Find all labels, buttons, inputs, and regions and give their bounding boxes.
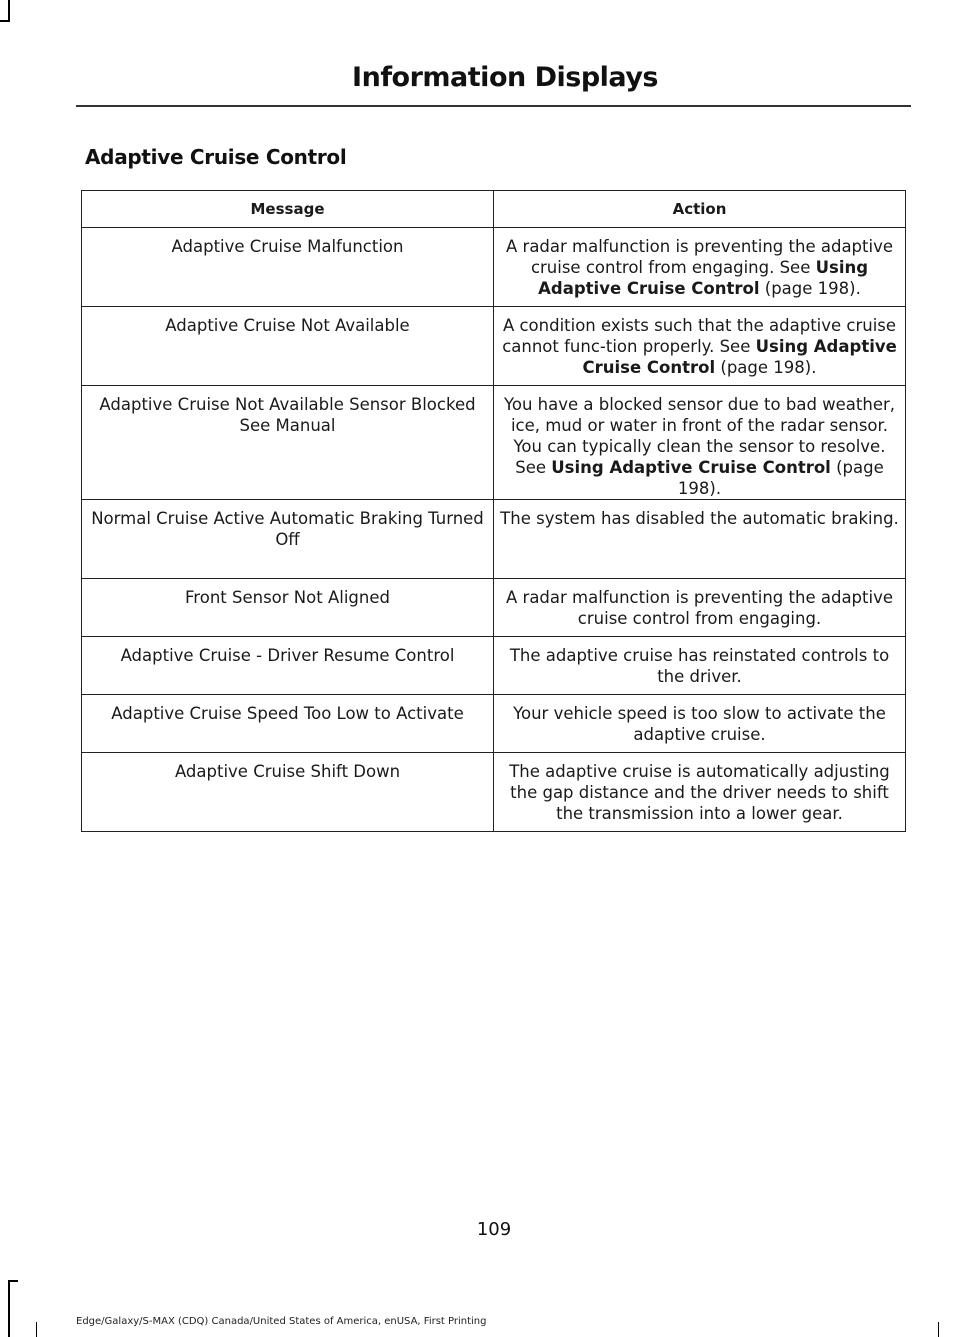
section-title: Adaptive Cruise Control <box>85 145 347 169</box>
message-cell: Adaptive Cruise Not Available Sensor Blocked See Manual <box>82 386 494 500</box>
table-row <box>82 307 906 386</box>
header-divider <box>76 105 911 107</box>
page-header-title: Information Displays <box>352 62 658 93</box>
table-row <box>82 500 906 579</box>
table-row <box>82 637 906 695</box>
action-cell <box>494 307 906 386</box>
page-reference: (page 198). <box>720 358 817 377</box>
table-row <box>82 228 906 307</box>
action-cell: The adaptive cruise has reinstated controls to the driver. <box>494 637 906 695</box>
action-cell: Your vehicle speed is too slow to activate the adaptive cruise. <box>494 695 906 753</box>
column-header-message: Message <box>82 191 494 228</box>
footer-edition: Edge/Galaxy/S-MAX (CDQ) Canada/United States of America, enUSA, First Printing <box>76 1316 487 1327</box>
messages-table <box>81 190 906 832</box>
cross-reference-link[interactable]: Using Adaptive Cruise Control <box>582 337 897 377</box>
message-cell: Front Sensor Not Aligned <box>82 579 494 637</box>
message-cell: Adaptive Cruise Not Available <box>82 307 494 386</box>
table-row <box>82 753 906 832</box>
crop-mark-bottom-left-v <box>8 1280 10 1337</box>
message-cell: Adaptive Cruise Speed Too Low to Activate <box>82 695 494 753</box>
cross-reference-link[interactable]: Using Adaptive Cruise Control <box>538 258 869 298</box>
message-cell: Adaptive Cruise Shift Down <box>82 753 494 832</box>
table-row <box>82 386 906 500</box>
action-cell: The adaptive cruise is automatically adjusting the gap distance and the driver needs to shift the transmission into a lower gear. <box>494 753 906 832</box>
action-cell <box>494 228 906 307</box>
column-header-action: Action <box>494 191 906 228</box>
action-cell: The system has disabled the automatic braking. <box>494 500 906 579</box>
crop-mark-top-left-v <box>8 0 10 20</box>
message-cell: Adaptive Cruise Malfunction <box>82 228 494 307</box>
action-cell: A radar malfunction is preventing the adaptive cruise control from engaging. <box>494 579 906 637</box>
page-reference: (page 198). <box>677 458 884 498</box>
table-row <box>82 579 906 637</box>
action-text: A radar malfunction is preventing the adaptive cruise control from engaging. See <box>506 237 893 277</box>
page-reference: (page 198). <box>764 279 861 298</box>
crop-mark-bottom-right <box>938 1322 939 1337</box>
crop-mark-bottom-left-inner <box>36 1322 37 1337</box>
table-row <box>82 695 906 753</box>
message-cell: Normal Cruise Active Automatic Braking Turned Off <box>82 500 494 579</box>
crop-mark-bottom-left-h <box>8 1280 18 1282</box>
action-cell <box>494 386 906 500</box>
crop-mark-top-left-h <box>0 20 10 22</box>
message-cell: Adaptive Cruise - Driver Resume Control <box>82 637 494 695</box>
cross-reference-link[interactable]: Using Adaptive Cruise Control <box>551 458 831 477</box>
page-number: 109 <box>476 1219 512 1240</box>
table-header-row <box>82 191 906 228</box>
action-text: A condition exists such that the adaptive cruise cannot func-tion properly. See <box>502 316 897 356</box>
action-text: You have a blocked sensor due to bad weather, ice, mud or water in front of the radar sensor. You can typically clean the sensor to resolve. See <box>503 395 896 477</box>
